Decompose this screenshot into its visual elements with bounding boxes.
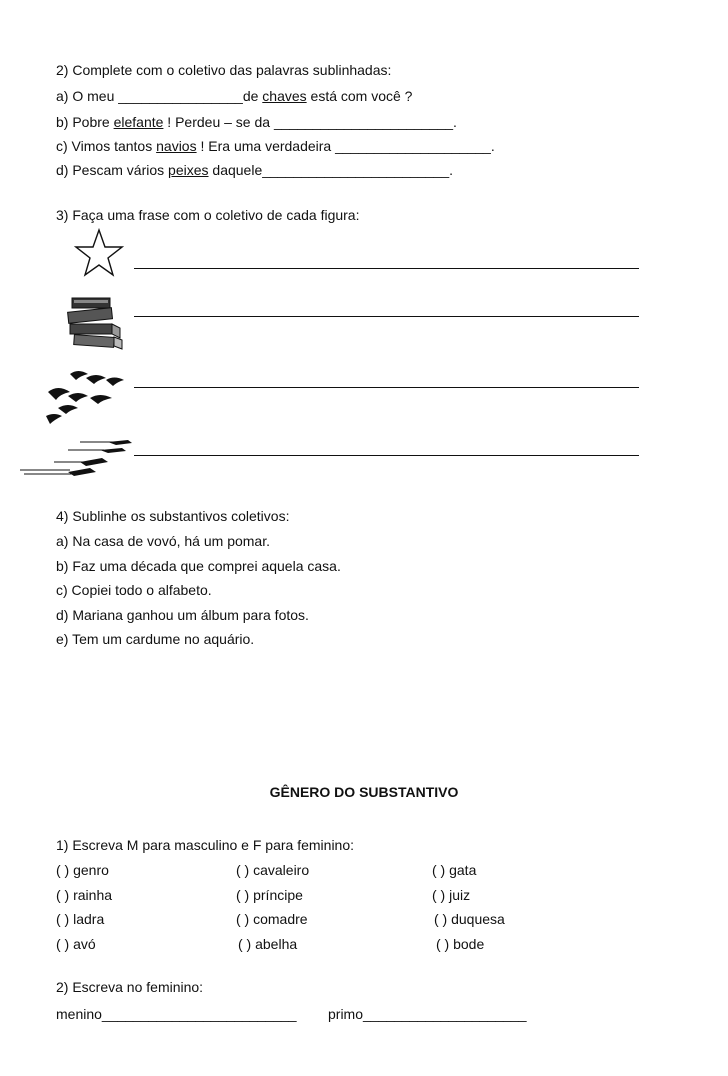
gender-item[interactable]: ( ) bode [436, 936, 485, 952]
q2-a-underlined-word: chaves [262, 88, 307, 104]
q2-a-post: está com você ? [306, 88, 413, 104]
q2-item-d [56, 161, 453, 179]
answer-line-books[interactable] [134, 316, 639, 317]
birds-icon [40, 366, 126, 428]
feminine-item-menino[interactable]: menino_________________________ [56, 1006, 297, 1022]
answer-line-planes[interactable] [134, 455, 639, 456]
q2-b-post: ! Perdeu – se da _______________________. [163, 114, 457, 130]
genero-q2-heading: 2) Escreva no feminino: [56, 979, 204, 995]
q2-b-pre: b) Pobre [56, 114, 114, 130]
q2-c-underlined-word: navios [156, 138, 197, 154]
planes-icon [20, 436, 136, 482]
q2-c-pre: c) Vimos tantos [56, 138, 157, 154]
gender-item[interactable]: ( ) abelha [238, 936, 298, 952]
q3-heading: 3) Faça uma frase com o coletivo de cada figura: [56, 207, 360, 223]
q4-item-d: d) Mariana ganhou um álbum para fotos. [56, 607, 309, 623]
star-icon [74, 228, 124, 278]
gender-item[interactable]: ( ) juiz [432, 887, 471, 903]
gender-item[interactable]: ( ) avó [56, 936, 96, 952]
gender-item[interactable]: ( ) gata [432, 862, 477, 878]
gender-item[interactable]: ( ) duquesa [434, 911, 505, 927]
q4-item-a: a) Na casa de vovó, há um pomar. [56, 533, 270, 549]
feminine-item-primo[interactable]: primo_____________________ [328, 1006, 527, 1022]
q2-c-post: ! Era uma verdadeira ____________________. [196, 138, 495, 154]
gender-item[interactable]: ( ) genro [56, 862, 109, 878]
q2-item-a [56, 87, 412, 105]
gender-item[interactable]: ( ) cavaleiro [236, 862, 310, 878]
q4-item-e: e) Tem um cardume no aquário. [56, 631, 255, 647]
q2-item-c [56, 137, 495, 155]
q2-item-b [56, 113, 457, 131]
genero-q1-heading: 1) Escreva M para masculino e F para feminino: [56, 837, 355, 853]
q2-a-pre: a) O meu ________________de [56, 88, 263, 104]
gender-item[interactable]: ( ) ladra [56, 911, 105, 927]
q4-item-c: c) Copiei todo o alfabeto. [56, 582, 212, 598]
q2-heading: 2) Complete com o coletivo das palavras sublinhadas: [56, 62, 392, 78]
q2-b-underlined-word: elefante [113, 114, 164, 130]
books-icon [64, 294, 126, 352]
gender-item[interactable]: ( ) rainha [56, 887, 113, 903]
gender-item[interactable]: ( ) comadre [236, 911, 308, 927]
q2-d-pre: d) Pescam vários [56, 162, 169, 178]
answer-line-birds[interactable] [134, 387, 639, 388]
gender-item[interactable]: ( ) príncipe [236, 887, 303, 903]
q2-d-underlined-word: peixes [168, 162, 209, 178]
answer-line-star[interactable] [134, 268, 639, 269]
q2-d-post: daquele________________________. [208, 162, 453, 178]
q4-heading: 4) Sublinhe os substantivos coletivos: [56, 508, 290, 524]
q4-item-b: b) Faz uma década que comprei aquela casa. [56, 558, 341, 574]
section-title: GÊNERO DO SUBSTANTIVO [269, 784, 459, 800]
